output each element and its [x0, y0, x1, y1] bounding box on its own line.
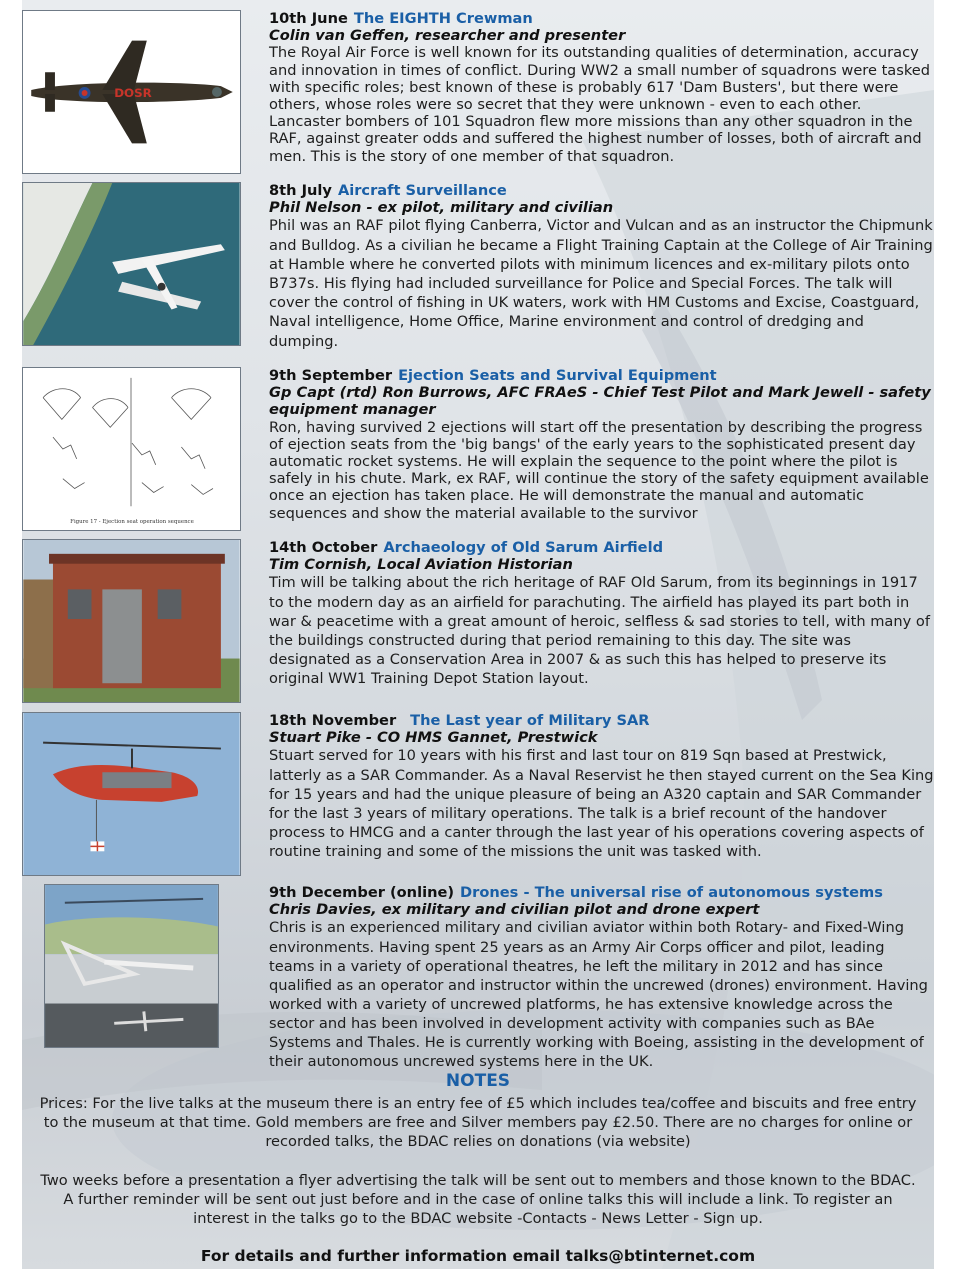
talk-topic: The Last year of Military SAR [410, 712, 650, 729]
notes-prices: Prices: For the live talks at the museum there is an entry fee of £5 which includes tea/coffee and biscuits and free entry to the museum at that time. Gold members are free and Silver members pay £2.50. There are no charges for online or recorded talks, the BDAC relies on donations (via website) [39, 1095, 917, 1151]
notes-heading: NOTES [445, 1071, 511, 1091]
talk-date: 9th September [269, 367, 393, 384]
talk-headline [269, 539, 934, 556]
talk-headline [269, 367, 934, 384]
talk-description: The Royal Air Force is well known for its outstanding qualities of determination, accuracy and innovation in times of conflict. During WW2 a small number of squadrons were tasked with specific roles; best known of these is probably 617 'Dam Busters', but there were others, whose roles were so secret that they were unknown - even to each other. Lancaster bombers of 101 Squadron flew more missions than any other squadron in the RAF, against greater odds and suffered the highest number of losses, both of aircraft and men. This is the story of one member of that squadron. [269, 44, 931, 165]
talk-description: Chris is an experienced military and civilian aviator within both Rotary- and Fixed-Wing environments. Having spent 25 years as an Army Air Corps officer and pilot, leading teams in a variety of operational theatres, he left the military in 2012 and has since qualified as an operator and instructor within the uncrewed (drones) environment. Having worked with a variety of uncrewed platforms, he has extensive knowledge across the sector and has been involved in development activity with companies such as BAe Systems and Thales. He is currently working with Boeing, assisting in the development of their autonomous uncrewed systems here in the UK. [269, 919, 928, 1071]
talk-speaker: Gp Capt (rtd) Ron Burrows, AFC FRAeS - Chief Test Pilot and Mark Jewell - safety equipment manager [269, 384, 931, 419]
surveillance-aircraft-image [22, 182, 241, 346]
talk-speaker: Colin van Geffen, researcher and presenter [269, 27, 626, 45]
talk-date: 18th November [269, 712, 397, 729]
talk-topic: Drones - The universal rise of autonomous systems [460, 884, 883, 901]
talk-speaker: Stuart Pike - CO HMS Gannet, Prestwick [269, 729, 598, 747]
aircraft-code-label: DOSR [114, 85, 152, 100]
talk-description: Tim will be talking about the rich heritage of RAF Old Sarum, from its beginnings in 1917 to the modern day as an airfield for parachuting. The airfield has played its part both in war & peacetime with a great amount of heroic, selfless & sad stories to tell, with many of the buildings constructed during that period remaining to this day. The site was designated as a Conservation Area in 2007 & as such this has helped to preserve its original WW1 Training Depot Station layout. [269, 574, 930, 688]
talk-headline [269, 182, 934, 199]
talk-speaker: Tim Cornish, Local Aviation Historian [269, 556, 573, 574]
diagram-caption: Figure 17 - Ejection seat operation sequence [70, 519, 194, 526]
talk-speaker: Phil Nelson - ex pilot, military and civilian [269, 199, 614, 217]
talk-description: Phil was an RAF pilot flying Canberra, Victor and Vulcan and as an instructor the Chipmunk and Bulldog. As a civilian he became a Flight Training Captain at the College of Air Training at Hamble where he converted pilots with minimum licences and ex-military pilots onto B737s. His flying had included surveillance for Police and Special Forces. The talk will cover the control of fishing in UK waters, work with HM Customs and Excise, Coastguard, Naval intelligence, Home Office, Marine environment and control of dredging and dumping. [269, 217, 933, 350]
talk-topic: Aircraft Surveillance [337, 182, 507, 199]
talk-description: Ron, having survived 2 ejections will start off the presentation by describing the progress of ejection seats from the 'big bangs' of the early years to the sophisticated present day automatic rocket systems. He will explain the sequence to the point where the pilot is safely in his chute. Mark, ex RAF, will continue the story of the safety equipment available once an ejection has taken place. He will demonstrate the manual and automatic sequences and show the material available to the survivor [269, 418, 929, 522]
ejection-sequence-diagram [22, 367, 241, 531]
lancaster-bomber-image [22, 10, 241, 174]
talk-headline [269, 10, 934, 27]
talk-date: 10th June [269, 10, 348, 27]
talk-speaker: Chris Davies, ex military and civilian pilot and drone expert [269, 901, 760, 919]
talk-description: Stuart served for 10 years with his first and last tour on 819 Sqn based at Prestwick, latterly as a SAR Commander. As a Naval Reservist he then stayed current on the Sea King for 15 years and had the unique pleasure of being an A320 captain and SAR Commander for the last 3 years of military operations. The talk is a brief recount of the handover process to HMCG and a canter through the last year of his operations covering aspects of routine training and some of the missions the unit was tasked with. [269, 747, 934, 861]
sea-king-helicopter-image [22, 712, 241, 876]
talk-topic: The EIGHTH Crewman [353, 10, 533, 27]
talk-date: 8th July [269, 182, 332, 199]
brick-building-image [22, 539, 241, 703]
drones-collage-image [44, 884, 219, 1048]
talk-headline [269, 712, 934, 729]
notes-flyer: Two weeks before a presentation a flyer advertising the talk will be sent out to members and those known to the BDAC. A further reminder will be sent out just before and in the case of online talks this will include a link. To register an interest in the talks go to the BDAC website -Contacts - News Letter - Sign up. [40, 1172, 916, 1228]
talk-topic: Ejection Seats and Survival Equipment [398, 367, 717, 384]
talk-headline [269, 884, 934, 901]
talk-topic: Archaeology of Old Sarum Airfield [383, 539, 664, 556]
talk-date: 14th October [269, 539, 378, 556]
talk-date: 9th December (online) [269, 884, 455, 901]
contact-email-line: For details and further information email talks@btinternet.com [200, 1247, 756, 1265]
